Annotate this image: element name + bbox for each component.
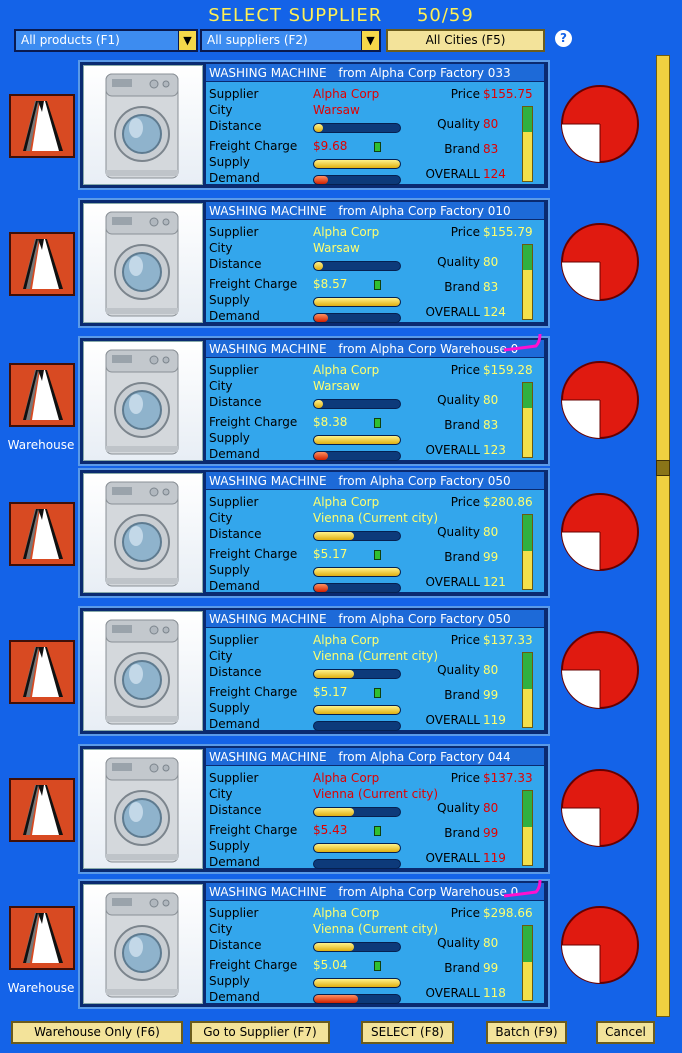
distance-label: Distance <box>209 257 262 271</box>
freight-value: $5.43 <box>313 823 348 837</box>
price-value: $298.66 <box>483 906 533 920</box>
select-button[interactable]: SELECT (F8) <box>361 1021 454 1044</box>
source-location: from Alpha Corp Factory 050 <box>338 612 511 626</box>
supply-bar <box>313 435 401 445</box>
city-label: City <box>209 103 233 117</box>
market-share-pie <box>560 905 640 985</box>
company-logo-icon[interactable] <box>9 906 75 970</box>
scrollbar-thumb[interactable] <box>656 460 670 476</box>
quality-label: Quality <box>437 393 480 407</box>
score-bar <box>522 790 533 866</box>
city-label: City <box>209 241 233 255</box>
city-label: City <box>209 379 233 393</box>
city-label: City <box>209 787 233 801</box>
demand-label: Demand <box>209 855 260 869</box>
supplier-row[interactable] <box>0 196 650 326</box>
demand-label: Demand <box>209 171 260 185</box>
city-label: City <box>209 649 233 663</box>
overall-value: 118 <box>483 986 506 1000</box>
supplier-info-panel <box>206 472 544 592</box>
supplier-info-panel <box>206 610 544 730</box>
quality-value: 80 <box>483 936 499 950</box>
warehouse-label: Warehouse <box>7 981 75 995</box>
cities-filter-button[interactable]: All Cities (F5) <box>386 29 545 52</box>
market-share-pie <box>560 360 640 440</box>
demand-label: Demand <box>209 447 260 461</box>
supplier-label: Supplier <box>209 225 259 239</box>
freight-indicator <box>374 826 381 836</box>
supplier-row[interactable] <box>0 877 650 1007</box>
freight-indicator <box>374 142 381 152</box>
freight-value: $9.68 <box>313 139 348 153</box>
price-label: Price <box>450 225 480 239</box>
distance-bar <box>313 531 401 541</box>
overall-label: OVERALL <box>425 713 480 727</box>
supply-bar <box>313 978 401 988</box>
distance-bar <box>313 942 401 952</box>
washing-machine-icon <box>83 884 203 1004</box>
supplier-info-panel <box>206 64 544 184</box>
price-label: Price <box>450 495 480 509</box>
supply-label: Supply <box>209 974 250 988</box>
distance-label: Distance <box>209 938 262 952</box>
batch-button[interactable]: Batch (F9) <box>486 1021 567 1044</box>
product-name: WASHING MACHINE <box>209 612 327 626</box>
score-bar <box>522 925 533 1001</box>
supplier-row[interactable] <box>0 604 650 734</box>
brand-value: 83 <box>483 418 499 432</box>
demand-bar <box>313 994 401 1004</box>
brand-label: Brand <box>444 688 480 702</box>
supplier-value: Alpha Corp <box>313 495 380 509</box>
supply-label: Supply <box>209 701 250 715</box>
freight-value: $5.17 <box>313 547 348 561</box>
cancel-button[interactable]: Cancel <box>596 1021 655 1044</box>
price-value: $159.28 <box>483 363 533 377</box>
supplier-card[interactable] <box>78 606 550 736</box>
score-bar <box>522 382 533 458</box>
freight-indicator <box>374 688 381 698</box>
record-counter: 50/59 <box>416 5 474 26</box>
supply-label: Supply <box>209 155 250 169</box>
product-name: WASHING MACHINE <box>209 66 327 80</box>
price-value: $155.79 <box>483 225 533 239</box>
supplier-row[interactable] <box>0 58 650 188</box>
product-name: WASHING MACHINE <box>209 750 327 764</box>
supplier-info-panel <box>206 202 544 322</box>
company-logo-icon[interactable] <box>9 778 75 842</box>
brand-value: 99 <box>483 688 499 702</box>
company-logo-icon[interactable] <box>9 94 75 158</box>
quality-label: Quality <box>437 255 480 269</box>
freight-label: Freight Charge <box>209 139 298 153</box>
score-bar <box>522 652 533 728</box>
supply-label: Supply <box>209 293 250 307</box>
brand-label: Brand <box>444 961 480 975</box>
distance-bar <box>313 123 401 133</box>
overall-label: OVERALL <box>425 851 480 865</box>
freight-value: $5.17 <box>313 685 348 699</box>
quality-value: 80 <box>483 525 499 539</box>
supplier-label: Supplier <box>209 495 259 509</box>
supply-bar <box>313 843 401 853</box>
supplier-value: Alpha Corp <box>313 363 380 377</box>
scrollbar[interactable] <box>656 55 670 1017</box>
brand-label: Brand <box>444 826 480 840</box>
company-logo-icon[interactable] <box>9 502 75 566</box>
supply-label: Supply <box>209 563 250 577</box>
product-header <box>206 472 544 490</box>
washing-machine-icon <box>83 749 203 869</box>
price-value: $137.33 <box>483 633 533 647</box>
overall-value: 121 <box>483 575 506 589</box>
supply-bar <box>313 705 401 715</box>
washing-machine-icon <box>83 203 203 323</box>
help-icon[interactable]: ? <box>555 30 572 47</box>
city-value: Warsaw <box>313 241 360 255</box>
supplier-card[interactable] <box>78 879 550 1009</box>
magenta-mark <box>500 878 546 902</box>
product-name: WASHING MACHINE <box>209 204 327 218</box>
quality-label: Quality <box>437 936 480 950</box>
score-bar <box>522 106 533 182</box>
page-title <box>0 5 682 26</box>
demand-label: Demand <box>209 309 260 323</box>
city-label: City <box>209 511 233 525</box>
price-value: $280.86 <box>483 495 533 509</box>
freight-label: Freight Charge <box>209 685 298 699</box>
source-location: from Alpha Corp Factory 050 <box>338 474 511 488</box>
overall-value: 119 <box>483 851 506 865</box>
market-share-pie <box>560 630 640 710</box>
source-location: from Alpha Corp Factory 010 <box>338 204 511 218</box>
supplier-card[interactable] <box>78 336 550 466</box>
supply-label: Supply <box>209 839 250 853</box>
chevron-down-icon[interactable]: ▼ <box>361 31 379 50</box>
company-logo-icon[interactable] <box>9 640 75 704</box>
product-header <box>206 202 544 220</box>
supplier-card[interactable] <box>78 60 550 190</box>
demand-label: Demand <box>209 990 260 1004</box>
freight-value: $5.04 <box>313 958 348 972</box>
quality-value: 80 <box>483 255 499 269</box>
supplier-row[interactable] <box>0 466 650 596</box>
brand-value: 99 <box>483 550 499 564</box>
product-name: WASHING MACHINE <box>209 474 327 488</box>
product-header <box>206 64 544 82</box>
overall-label: OVERALL <box>425 167 480 181</box>
supplier-info-panel <box>206 883 544 1003</box>
company-logo-icon[interactable] <box>9 363 75 427</box>
distance-bar <box>313 261 401 271</box>
supplier-filter-label: All suppliers (F2) <box>207 33 308 47</box>
company-logo-icon[interactable] <box>9 232 75 296</box>
distance-bar <box>313 669 401 679</box>
demand-bar <box>313 859 401 869</box>
supplier-info-panel <box>206 748 544 868</box>
supplier-info-panel <box>206 340 544 460</box>
quality-value: 80 <box>483 663 499 677</box>
brand-label: Brand <box>444 418 480 432</box>
price-label: Price <box>450 87 480 101</box>
freight-label: Freight Charge <box>209 277 298 291</box>
supplier-card[interactable] <box>78 198 550 328</box>
price-label: Price <box>450 906 480 920</box>
city-value: Warsaw <box>313 379 360 393</box>
product-filter-dropdown[interactable] <box>14 29 198 52</box>
quality-label: Quality <box>437 801 480 815</box>
distance-label: Distance <box>209 527 262 541</box>
supplier-value: Alpha Corp <box>313 906 380 920</box>
source-location: from Alpha Corp Warehouse 0 <box>338 342 519 356</box>
supply-bar <box>313 567 401 577</box>
product-header <box>206 340 544 358</box>
product-header <box>206 748 544 766</box>
freight-label: Freight Charge <box>209 547 298 561</box>
warehouse-only-button[interactable]: Warehouse Only (F6) <box>11 1021 183 1044</box>
price-value: $137.33 <box>483 771 533 785</box>
supplier-label: Supplier <box>209 633 259 647</box>
source-location: from Alpha Corp Factory 033 <box>338 66 511 80</box>
supplier-row[interactable] <box>0 742 650 872</box>
supply-bar <box>313 159 401 169</box>
supplier-filter-dropdown[interactable] <box>200 29 381 52</box>
city-value: Vienna (Current city) <box>313 649 439 663</box>
source-location: from Alpha Corp Warehouse 0 <box>338 885 519 899</box>
supplier-row[interactable] <box>0 334 650 464</box>
product-filter-label: All products (F1) <box>21 33 120 47</box>
supplier-value: Alpha Corp <box>313 633 380 647</box>
brand-value: 83 <box>483 142 499 156</box>
market-share-pie <box>560 492 640 572</box>
overall-label: OVERALL <box>425 575 480 589</box>
product-header <box>206 883 544 901</box>
distance-label: Distance <box>209 119 262 133</box>
quality-label: Quality <box>437 663 480 677</box>
distance-bar <box>313 807 401 817</box>
quality-value: 80 <box>483 393 499 407</box>
demand-bar <box>313 721 401 731</box>
city-value: Vienna (Current city) <box>313 922 439 936</box>
warehouse-label: Warehouse <box>7 438 75 452</box>
demand-label: Demand <box>209 579 260 593</box>
supplier-label: Supplier <box>209 906 259 920</box>
freight-indicator <box>374 418 381 428</box>
quality-label: Quality <box>437 117 480 131</box>
supplier-value: Alpha Corp <box>313 771 380 785</box>
chevron-down-icon[interactable]: ▼ <box>178 31 196 50</box>
overall-value: 123 <box>483 443 506 457</box>
brand-value: 83 <box>483 280 499 294</box>
overall-label: OVERALL <box>425 443 480 457</box>
freight-label: Freight Charge <box>209 823 298 837</box>
freight-label: Freight Charge <box>209 415 298 429</box>
market-share-pie <box>560 768 640 848</box>
washing-machine-icon <box>83 473 203 593</box>
overall-value: 124 <box>483 167 506 181</box>
washing-machine-icon <box>83 341 203 461</box>
demand-bar <box>313 313 401 323</box>
product-name: WASHING MACHINE <box>209 885 327 899</box>
price-label: Price <box>450 363 480 377</box>
city-value: Vienna (Current city) <box>313 511 439 525</box>
demand-bar <box>313 175 401 185</box>
supplier-label: Supplier <box>209 87 259 101</box>
freight-indicator <box>374 550 381 560</box>
market-share-pie <box>560 222 640 302</box>
score-bar <box>522 514 533 590</box>
supply-label: Supply <box>209 431 250 445</box>
product-name: WASHING MACHINE <box>209 342 327 356</box>
washing-machine-icon <box>83 611 203 731</box>
supply-bar <box>313 297 401 307</box>
demand-label: Demand <box>209 717 260 731</box>
demand-bar <box>313 583 401 593</box>
price-label: Price <box>450 771 480 785</box>
price-value: $155.75 <box>483 87 533 101</box>
brand-label: Brand <box>444 550 480 564</box>
freight-label: Freight Charge <box>209 958 298 972</box>
distance-label: Distance <box>209 395 262 409</box>
city-value: Vienna (Current city) <box>313 787 439 801</box>
brand-value: 99 <box>483 826 499 840</box>
distance-bar <box>313 399 401 409</box>
overall-value: 119 <box>483 713 506 727</box>
supplier-label: Supplier <box>209 771 259 785</box>
market-share-pie <box>560 84 640 164</box>
distance-label: Distance <box>209 665 262 679</box>
freight-indicator <box>374 961 381 971</box>
quality-label: Quality <box>437 525 480 539</box>
freight-value: $8.57 <box>313 277 348 291</box>
distance-label: Distance <box>209 803 262 817</box>
supplier-card[interactable] <box>78 468 550 598</box>
go-to-supplier-button[interactable]: Go to Supplier (F7) <box>190 1021 330 1044</box>
overall-value: 124 <box>483 305 506 319</box>
demand-bar <box>313 451 401 461</box>
overall-label: OVERALL <box>425 305 480 319</box>
brand-label: Brand <box>444 142 480 156</box>
supplier-label: Supplier <box>209 363 259 377</box>
supplier-card[interactable] <box>78 744 550 874</box>
product-header <box>206 610 544 628</box>
city-value: Warsaw <box>313 103 360 117</box>
source-location: from Alpha Corp Factory 044 <box>338 750 511 764</box>
title-text: SELECT SUPPLIER <box>208 5 383 26</box>
quality-value: 80 <box>483 801 499 815</box>
overall-label: OVERALL <box>425 986 480 1000</box>
score-bar <box>522 244 533 320</box>
price-label: Price <box>450 633 480 647</box>
supplier-value: Alpha Corp <box>313 225 380 239</box>
freight-value: $8.38 <box>313 415 348 429</box>
quality-value: 80 <box>483 117 499 131</box>
city-label: City <box>209 922 233 936</box>
washing-machine-icon <box>83 65 203 185</box>
brand-value: 99 <box>483 961 499 975</box>
supplier-value: Alpha Corp <box>313 87 380 101</box>
brand-label: Brand <box>444 280 480 294</box>
magenta-mark <box>500 332 546 356</box>
freight-indicator <box>374 280 381 290</box>
